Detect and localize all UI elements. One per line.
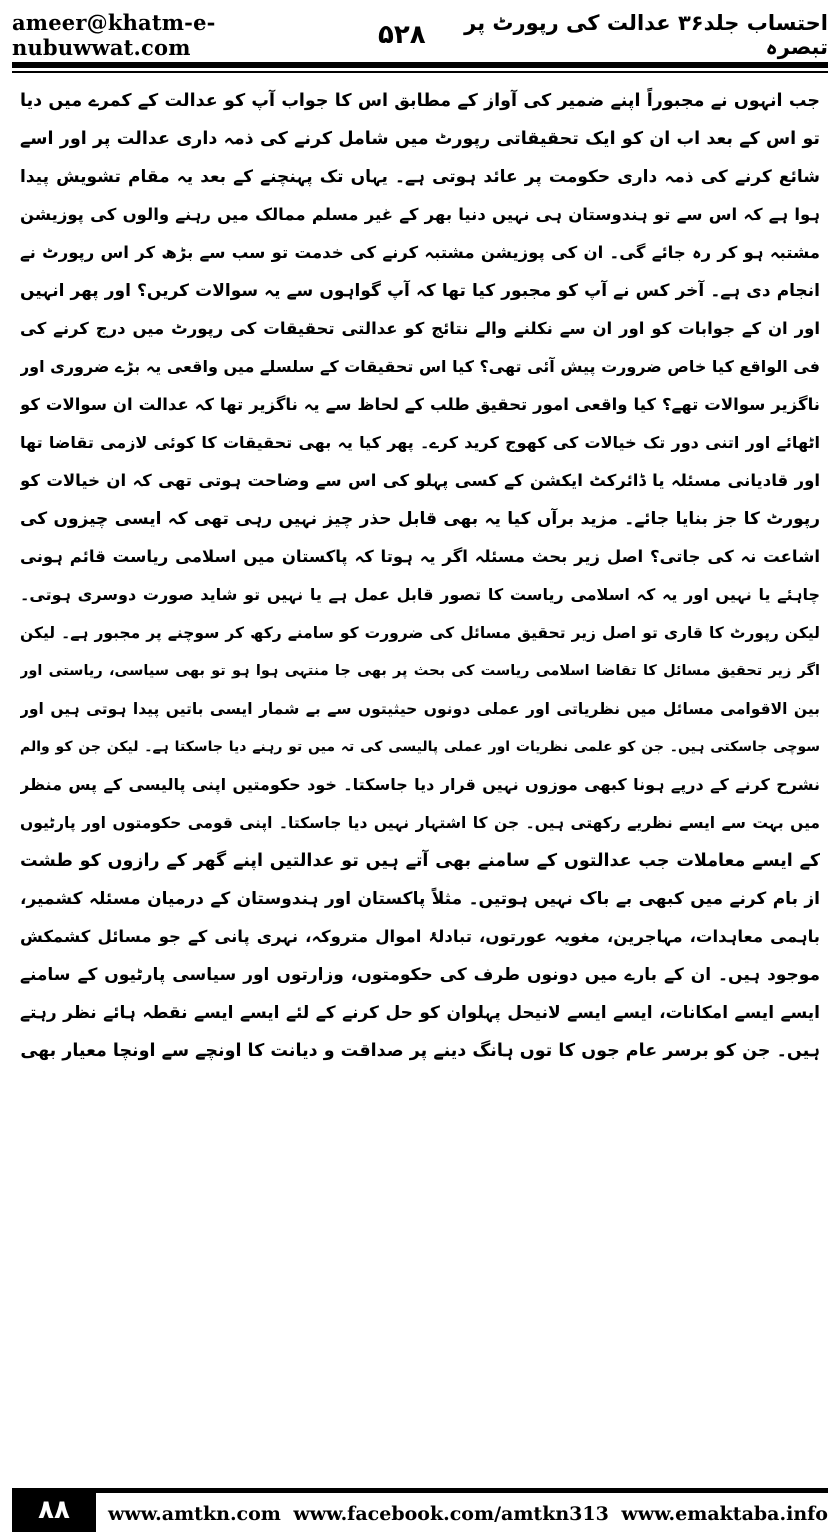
footer-rule [96,1488,828,1493]
text-line-23: باہمی معاہدات، مہاجرین، مغویہ عورتوں، تبادلۂ اموال متروکہ، نہری پانی کے جو مسائل کشمکش [20,927,820,946]
footer-links [108,1498,828,1530]
header-left-group [12,10,426,60]
header-rule-thick [12,62,828,68]
page-header [12,10,828,60]
text-line-13: اشاعت نہ کی جاتی؟ اصل زیر بحث مسئلہ اگر یہ ہوتا کہ پاکستان میں اسلامی ریاست قائم ہونی [20,547,820,566]
header-book-title: احتساب جلد۳۶ عدالت کی رپورٹ پر تبصرہ [464,11,828,59]
text-line-11: اور قادیانی مسئلہ یا ڈائرکٹ ایکشن کے کسی پہلو کی اس سے وضاحت ہوتی تھی کہ ان خیالات کو [20,471,820,490]
text-line-20: میں بہت سے ایسے نظریے رکھتی ہیں۔ جن کا اشتہار نہیں دیا جاسکتا۔ اپنی قومی حکومتوں اور پارٹیوں [20,814,820,832]
footer-link-facebook[interactable]: www.facebook.com/amtkn313 [293,1503,609,1525]
body-text [20,82,820,1450]
text-line-15: لیکن رپورٹ کا قاری تو اصل زیر تحقیق مسائل کی ضرورت کو سامنے رکھ کر سوچنے پر مجبور ہے۔ لیکن [20,624,820,642]
header-page-number: ۵۲۸ [378,20,426,50]
text-line-26: ہیں۔ جن کو برسر عام جوں کا توں ہانگ دینے پر صداقت و دیانت کا اونچے سے اونچا معیار بھی [20,1041,820,1061]
page-footer [12,1488,828,1532]
text-line-22: از بام کرنے میں کبھی بے باک نہیں ہوتیں۔ مثلاً پاکستان اور ہندوستان کے درمیان مسئلہ کشمیر، [20,889,820,909]
text-line-3: شائع کرنے کی ذمہ داری حکومت پر عائد ہوتی ہے۔ یہاں تک پہنچنے کے بعد یہ مقام تشویش پیدا [20,167,820,187]
text-line-7: اور ان کے جوابات کو اور ان سے نکلنے والے نتائج کو عدالتی تحقیقات کی رپورٹ میں درج کرنے کی [20,319,820,338]
text-line-8: فی الواقع کیا خاص ضرورت پیش آئی تھی؟ کیا اس تحقیقات کے سلسلے میں واقعی یہ بڑے ضروری اور [20,357,820,376]
header-rule-thin [12,71,828,73]
footer-link-emaktaba[interactable]: www.emaktaba.info [621,1503,828,1525]
header-email: ameer@khatm-e-nubuwwat.com [12,10,216,60]
text-line-6: انجام دی ہے۔ آخر کس نے آپ کو مجبور کیا تھا کہ آپ گواہوں سے یہ سوالات کریں؟ اور پھر انہیں [20,281,820,301]
text-line-12: رپورٹ کا جز بنایا جائے۔ مزید برآں کیا یہ بھی قابل حذر چیز نہیں رہی تھی کہ ایسی چیزوں کی [20,509,820,529]
text-line-9: ناگزیر سوالات تھے؟ کیا واقعی امور تحقیق طلب کے لحاظ سے یہ ناگزیر تھا کہ عدالت ان سوالات کو [20,395,820,414]
text-line-4: ہوا ہے کہ اس سے تو ہندوستان ہی نہیں دنیا بھر کے غیر مسلم ممالک میں رہنے والوں کی پوزیشن [20,205,820,224]
footer-link-amtkn[interactable]: www.amtkn.com [108,1503,281,1525]
footer-page-number: ۸۸ [12,1488,96,1532]
text-line-18: سوچی جاسکتی ہیں۔ جن کو علمی نظریات اور عملی پالیسی کی تہ میں تو رہنے دیا جاسکتا ہے۔ لیکن جن کو والم [20,739,820,755]
text-line-10: اٹھائے اور اتنی دور تک خیالات کی کھوج کرید کرے۔ پھر کیا یہ بھی تحقیقات کا کوئی لازمی تقاضا تھا [20,433,820,452]
text-line-2: تو اس کے بعد اب ان کو ایک تحقیقاتی رپورٹ میں شامل کرنے کی ذمہ داری عدالت پر اور اسے [20,129,820,149]
text-line-16: اگر زیر تحقیق مسائل کا تقاضا اسلامی ریاست کی بحث پر بھی جا منتہی ہوا ہو تو بھی سیاسی، ریاستی اور [20,663,820,679]
text-line-5: مشتبہ ہو کر رہ جائے گی۔ ان کی پوزیشن مشتبہ کرنے کی خدمت تو سب سے بڑھ کر اس رپورٹ نے [20,243,820,262]
text-line-19: نشرح کرنے کے درپے ہونا کبھی موزوں نہیں قرار دیا جاسکتا۔ خود حکومتیں اپنی پالیسی کے پس منظر [20,775,820,794]
text-line-1: جب انہوں نے مجبوراً اپنے ضمیر کی آواز کے مطابق اس کا جواب آپ کو عدالت کے کمرے میں دیا [20,91,820,111]
text-line-21: کے ایسے معاملات جب عدالتوں کے سامنے بھی آتے ہیں تو عدالتیں اپنے گھر کے رازوں کو طشت [20,851,820,871]
text-line-17: بین الاقوامی مسائل میں نظریاتی اور عملی دونوں حیثیتوں سے بے شمار ایسی باتیں پیدا ہوتی ہیں اور [20,700,820,718]
text-line-25: ایسے ایسے امکانات، ایسے ایسے لانیحل پہلوان کو حل کرنے کے لئے ایسے ایسے نقطہ ہائے نظر رہتے [20,1003,820,1023]
text-line-14: چاہئے یا نہیں اور یہ کہ اسلامی ریاست کا تصور قابل عمل ہے یا نہیں تو شاید صورت دوسری ہوتی۔ [20,585,820,604]
text-line-24: موجود ہیں۔ ان کے بارے میں دونوں طرف کی حکومتوں، وزارتوں اور سیاسی پارٹیوں کے سامنے [20,965,820,985]
